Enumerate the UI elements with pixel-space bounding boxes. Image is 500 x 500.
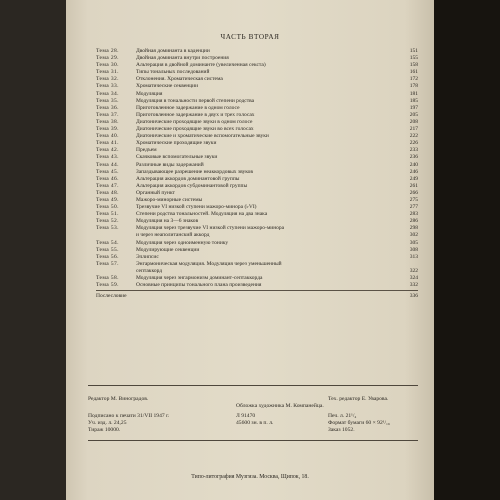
toc-entry-title: Основные принципы тонального плана произведения	[136, 282, 262, 289]
toc-entry-label: Тема 34.	[96, 90, 119, 97]
toc-entry-label: Тема 35.	[96, 97, 119, 104]
toc-entry	[96, 183, 418, 190]
toc-entry-label: Тема 47.	[96, 182, 119, 189]
toc-entry	[96, 69, 418, 76]
toc-entry-label: Тема 52.	[96, 218, 119, 225]
toc-entry	[96, 211, 418, 218]
toc-entry-page: 302	[409, 232, 418, 239]
toc-entry-title: Альтерация аккордов субдоминантовой группы	[136, 182, 248, 189]
toc-entry-label: Тема 41.	[96, 140, 119, 147]
toc-entry-title: Модуляция	[136, 90, 163, 97]
toc-entry	[96, 119, 418, 126]
toc-entry	[96, 268, 418, 275]
toc-entry	[96, 293, 418, 300]
toc-entry-label: Тема 56.	[96, 253, 119, 260]
toc-entry-page: 226	[409, 140, 418, 147]
toc-entry-label: Тема 57.	[96, 260, 119, 267]
toc-entry-page: 261	[409, 182, 418, 189]
toc-entry-title: Двойная доминанта в каденции	[136, 48, 210, 54]
toc-entry	[96, 240, 418, 247]
toc-entry-page: 208	[409, 118, 418, 125]
credits-row	[88, 427, 418, 434]
toc-entry-title: Диатонические проходящие звуки во всех голосах	[136, 126, 254, 133]
toc-entry-title: Диатонические проходящие звуки в одном голосе	[136, 118, 253, 125]
toc-entry-page: 324	[409, 275, 418, 281]
toc-entry-page: 158	[409, 62, 418, 69]
toc-entry-label: Тема 59.	[96, 282, 119, 289]
toc-entry-page: 332	[409, 282, 418, 289]
toc-entry	[96, 98, 418, 105]
toc-entry-title: Скачковые вспомогательные звуки	[136, 154, 218, 161]
toc-entry-label: Тема 44.	[96, 161, 119, 168]
toc-entry-title: Модуляция через трезвучие VI низкой ступени мажоро-минора	[136, 225, 285, 232]
toc-entry-title: Модуляция на 3—6 знаков	[136, 218, 199, 225]
toc-entry-page: 222	[409, 133, 418, 140]
toc-entry-label: Тема 51.	[96, 211, 119, 218]
toc-entry-title: Альтерация в двойной доминанте (увеличенная секста)	[136, 62, 266, 69]
divider	[88, 440, 418, 441]
toc-entry-page: 266	[409, 189, 418, 196]
toc-entry-label: Тема 58.	[96, 275, 119, 281]
toc-entry-label: Тема 55.	[96, 246, 119, 253]
toc-entry	[96, 261, 418, 268]
toc-entry	[96, 83, 418, 90]
characters-per-sheet: 45600 зн. в п. л.	[236, 420, 274, 426]
toc-entry-label: Тема 38.	[96, 118, 119, 125]
colophon	[88, 396, 418, 434]
toc-entry-page: 197	[409, 104, 418, 111]
toc-entry-page: 185	[409, 97, 418, 104]
paper-format: Формат бумаги 60 × 92¹/₁₆	[328, 420, 390, 426]
toc-entry-page: 181	[409, 90, 418, 97]
toc-entry-title: Хроматические секвенции	[136, 83, 199, 90]
toc-entry	[96, 126, 418, 133]
toc-entry-page: 286	[409, 218, 418, 225]
toc-entry	[96, 105, 418, 112]
toc-entry	[96, 275, 418, 282]
toc-entry-page: 217	[409, 126, 418, 133]
toc-entry-page: 236	[409, 154, 418, 161]
toc-entry	[96, 247, 418, 254]
toc-entry-title: Отклонения. Хроматическая система	[136, 76, 223, 83]
toc-entry-title: Типы тональных последований	[136, 69, 210, 76]
toc-entry-page: 233	[409, 147, 418, 154]
toc-entry-title: Мажоро-минорные системы	[136, 196, 203, 203]
toc-entry-page: 161	[409, 69, 418, 76]
print-run: Тираж 10000.	[88, 427, 121, 433]
toc-entry-title: Модуляция в тональности первой степени родства	[136, 97, 255, 104]
toc-entry	[96, 282, 418, 289]
toc-entry-page	[398, 261, 418, 268]
toc-entry-label: Тема 36.	[96, 104, 119, 111]
license-number: Л 91470	[236, 413, 256, 419]
toc-entry-title: Органный пункт	[136, 189, 175, 196]
toc-entry	[96, 62, 418, 69]
toc-entry-title: Хроматические проходящие звуки	[136, 140, 217, 147]
toc-entry-title: Эллипсис	[136, 253, 159, 260]
divider	[88, 385, 418, 386]
toc-entry	[96, 76, 418, 83]
credits-row	[88, 403, 418, 410]
table-of-contents	[96, 48, 418, 300]
toc-entry-title: Модуляция через одноименную тонику	[136, 239, 229, 246]
toc-entry-page: 178	[409, 83, 418, 90]
credits-row	[88, 413, 418, 420]
editor: Редактор М. Виноградов.	[88, 396, 149, 402]
toc-entry-title: Послесловие	[96, 293, 127, 300]
tech-editor: Тех. редактор Е. Уварова.	[328, 396, 389, 402]
signed-to-print: Подписано к печати 31/VII 1947 г.	[88, 413, 170, 419]
toc-entry	[96, 140, 418, 147]
toc-entry	[96, 204, 418, 211]
toc-entry	[96, 254, 418, 261]
publishing-sheets: Уч. изд. л. 24,25	[88, 420, 127, 426]
cover-artist: Обложка художника М. Компанейца.	[236, 403, 324, 409]
toc-entry	[96, 48, 418, 55]
toc-entry	[96, 147, 418, 154]
toc-entry	[96, 225, 418, 232]
printed-sheets: Печ. л. 21¹/₄	[328, 413, 357, 419]
toc-entry-label: Тема 32.	[96, 76, 119, 83]
toc-entry	[96, 55, 418, 62]
toc-entry-page: 305	[409, 239, 418, 246]
toc-entry-page: 336	[409, 293, 418, 300]
toc-entry-label: Тема 30.	[96, 62, 119, 69]
toc-entry-page: 277	[409, 204, 418, 211]
toc-entry-title: Энгармоническая модуляция. Модуляция через уменьшенный	[136, 260, 282, 267]
toc-entry-label: Тема 53.	[96, 225, 119, 232]
order-number: Заказ 1052.	[328, 427, 355, 433]
toc-entry-label: Тема 37.	[96, 111, 119, 118]
toc-entry-title: Степени родства тональностей. Модуляция на два знака	[136, 211, 268, 218]
toc-entry-title: и через неаполитанский аккорд	[136, 232, 210, 239]
background-right	[434, 0, 500, 500]
toc-entry-page: 283	[409, 211, 418, 218]
toc-entry-title: Предъем	[136, 147, 157, 154]
toc-entry-page: 205	[409, 111, 418, 118]
toc-entry-label: Тема 49.	[96, 196, 119, 203]
toc-entry-page: 172	[409, 76, 418, 83]
toc-entry-title: Альтерация аккордов доминантовой группы	[136, 175, 240, 182]
toc-entry-title: Запаздывающее разрешение неаккордовых звуков	[136, 168, 253, 175]
toc-entry-page: 322	[409, 267, 418, 274]
toc-entry-page: 151	[409, 48, 418, 54]
credits-row	[88, 396, 418, 403]
toc-entry-title: Модулирующие секвенции	[136, 246, 200, 253]
toc-separator	[96, 290, 418, 291]
toc-entry	[96, 112, 418, 119]
toc-entry	[96, 154, 418, 161]
toc-entry-page: 313	[409, 253, 418, 260]
toc-entry-page: 308	[409, 246, 418, 253]
background-left	[0, 0, 66, 500]
toc-entry-page: 298	[409, 225, 418, 232]
toc-entry	[96, 218, 418, 225]
toc-entry-label: Тема 29.	[96, 55, 119, 62]
book-page	[66, 0, 434, 500]
toc-entry-label: Тема 31.	[96, 69, 119, 76]
toc-entry	[96, 176, 418, 183]
toc-entry	[96, 232, 418, 239]
toc-entry	[96, 169, 418, 176]
part-title: ЧАСТЬ ВТОРАЯ	[220, 33, 280, 41]
toc-entry	[96, 197, 418, 204]
toc-entry-page: 155	[409, 55, 418, 62]
toc-entry-label: Тема 42.	[96, 147, 119, 154]
credits-row	[88, 420, 418, 427]
toc-entry-label: Тема 46.	[96, 175, 119, 182]
toc-entry-label: Тема 40.	[96, 133, 119, 140]
toc-entry-title: септаккорд	[136, 267, 163, 274]
toc-entry-label: Тема 39.	[96, 126, 119, 133]
toc-entry-label: Тема 43.	[96, 154, 119, 161]
toc-entry-title: Трезвучие VI низкой ступени мажоро-минора (♭VI)	[136, 204, 257, 211]
toc-entry-label: Тема 50.	[96, 204, 119, 211]
printer-info: Типо-литография Музгиза. Москва, Щипок, 18.	[191, 474, 309, 480]
toc-entry-label: Тема 45.	[96, 168, 119, 175]
toc-entry-title: Диатонические и хроматические вспомогательные звуки	[136, 133, 269, 140]
toc-entry-page: 240	[409, 161, 418, 168]
toc-entry	[96, 162, 418, 169]
toc-entry-label: Тема 54.	[96, 239, 119, 246]
toc-entry-title: Приготовленное задержание в двух и трех голосах	[136, 111, 255, 118]
toc-entry	[96, 133, 418, 140]
toc-entry-page: 249	[409, 175, 418, 182]
toc-entry-title: Двойная доминанта внутри построения	[136, 55, 229, 62]
toc-entry-page: 246	[409, 168, 418, 175]
toc-entry-title: Различные виды задержаний	[136, 161, 204, 168]
toc-entry	[96, 190, 418, 197]
toc-entry-page: 275	[409, 196, 418, 203]
toc-entry-title: Приготовленное задержание в одном голосе	[136, 104, 240, 111]
toc-entry-label: Тема 28.	[96, 48, 119, 54]
toc-entry-label: Тема 33.	[96, 83, 119, 90]
toc-entry-label: Тема 48.	[96, 189, 119, 196]
toc-entry	[96, 91, 418, 98]
toc-entry-title: Модуляция через энгармонизм доминант-септаккорда	[136, 275, 263, 281]
